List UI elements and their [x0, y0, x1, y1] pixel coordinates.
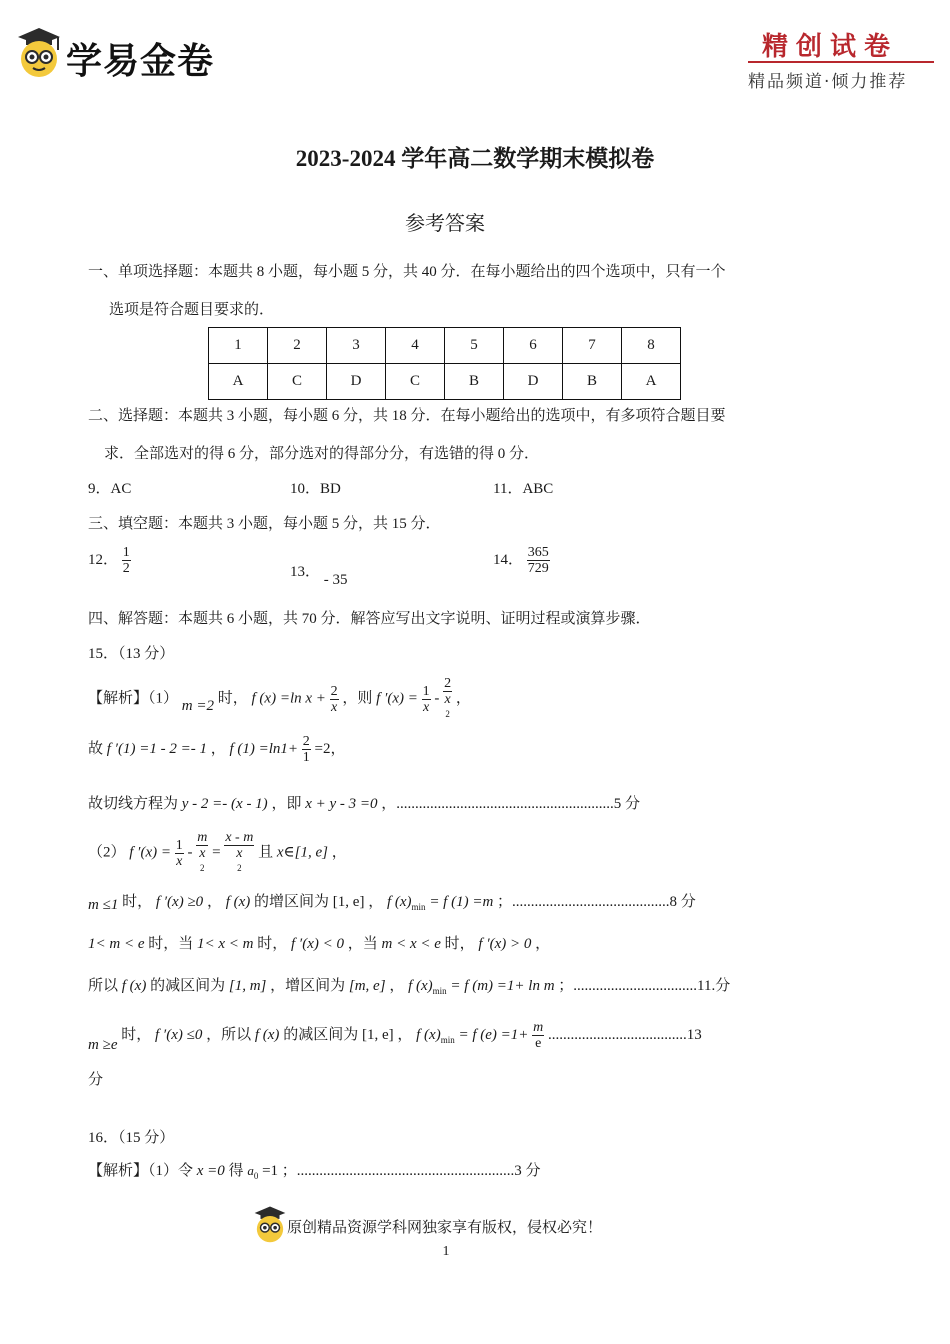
- answer-value: - 35: [323, 572, 348, 588]
- section1-heading-line2: 选项是符合题目要求的．: [109, 302, 275, 318]
- question-number: 14．: [493, 551, 524, 568]
- q16-line1: 【解析】（1）令 x =0 得 $a_0 =1$ ；..........................................................3 分: [88, 1163, 541, 1181]
- question-number: 13．: [290, 564, 321, 580]
- answer-item-12: [88, 545, 131, 576]
- table-cell: D: [504, 364, 563, 400]
- footer-copyright: 原创精品资源学科网独家享有版权，侵权必究！: [287, 1220, 603, 1236]
- table-cell: 4: [386, 328, 445, 364]
- brand-logo-icon: [16, 26, 62, 83]
- owl-graduate-icon: [253, 1205, 287, 1248]
- table-cell: A: [622, 364, 681, 400]
- section4-heading: 四、解答题：本题共 6 小题，共 70 分．解答应写出文字说明、证明过程或演算步骤．: [88, 611, 651, 627]
- header-badge-title: 精创试卷: [762, 32, 899, 61]
- table-cell: D: [327, 364, 386, 400]
- q15-line1: 【解析】（1） m =2 时， f (x) =ln x + $\frac{2}{x}$ ，则 f ′(x) = $\frac{1}{x}$ - 2 x 2 ，: [88, 676, 471, 719]
- table-cell: 6: [504, 328, 563, 364]
- table-cell: 1: [209, 328, 268, 364]
- question-number: 12．: [88, 551, 119, 568]
- table-row: [209, 328, 681, 364]
- header-divider: [748, 61, 934, 63]
- table-cell: 3: [327, 328, 386, 364]
- document-title: 2023-2024 学年高二数学期末模拟卷: [295, 146, 655, 171]
- q15-line9: 分: [88, 1072, 104, 1088]
- brand-name: 学易金卷: [66, 41, 215, 82]
- document-subtitle: 参考答案: [405, 213, 485, 235]
- table-cell: 2: [268, 328, 327, 364]
- table-cell: B: [445, 364, 504, 400]
- section3-heading: 三、填空题：本题共 3 小题，每小题 5 分，共 15 分．: [88, 516, 441, 532]
- table-row: [209, 364, 681, 400]
- q15-line2: 故 f ′(1) =1 - 2 =- 1 ， f (1) =ln1+ $\frac{2}{1}$ =2，: [88, 734, 346, 765]
- q15-line8: m ≥e 时， f ′(x) ≤0 ，所以 f (x) 的减区间为 [1, e] ， f $(x)_{min} = f$ (e) =1+ $\frac{m}{e}$ .....................................13: [88, 1020, 702, 1053]
- answer-item: 11．ABC: [493, 481, 554, 497]
- table-cell: 5: [445, 328, 504, 364]
- answer-item: 10．BD: [290, 481, 341, 497]
- section2-heading-line2: 求．全部选对的得 6 分，部分选对的得部分分，有选错的得 0 分．: [104, 446, 540, 462]
- answer-item-13: [290, 560, 348, 588]
- table-cell: C: [268, 364, 327, 400]
- q15-line5: m ≤1 时， f ′(x) ≥0 ， f (x) 的增区间为 [1, e] ， f $(x)_{min} = f$ (1) =m ；..........................................8 分: [88, 894, 696, 913]
- section1-heading-line1: 一、单项选择题：本题共 8 小题，每小题 5 分，共 40 分．在每小题给出的四个选项中，只有一个: [88, 264, 726, 280]
- answer-item: 9．AC: [88, 481, 132, 497]
- answer-item-14: [493, 545, 550, 576]
- fraction: $\frac{1}{2}$: [122, 545, 130, 576]
- q15-line6: 1< m < e 时，当 1< x < m 时， f ′(x) < 0 ，当 m < x < e 时， f ′(x) > 0 ，: [88, 936, 551, 952]
- header-badge-subtitle: 精品频道·倾力推荐: [748, 72, 908, 92]
- q15-line3: 故切线方程为 y - 2 =- (x - 1) ，即 x + y - 3 =0 ，..........................................................5 分: [88, 796, 641, 812]
- q15-line7: 所以 f (x) 的减区间为 [1, m] ，增区间为 [m, e] ， f $(x)_{min} = f$ (m) =1+ ln m ；.................................11.分: [88, 978, 731, 996]
- table-cell: C: [386, 364, 445, 400]
- table-cell: 8: [622, 328, 681, 364]
- table-cell: 7: [563, 328, 622, 364]
- q15-header: 15．（13 分）: [88, 646, 175, 662]
- page-number: 1: [442, 1244, 450, 1259]
- fraction: $\frac{365}{729}$: [527, 545, 549, 576]
- table-cell: B: [563, 364, 622, 400]
- table-cell: A: [209, 364, 268, 400]
- q15-line4: （2） f ′(x) = $\frac{1}{x}$ - m x 2 = x - m x 2 且 x∈[1, e] ，: [88, 830, 347, 873]
- q16-header: 16．（15 分）: [88, 1130, 175, 1146]
- answer-table: [208, 327, 681, 400]
- section2-heading-line1: 二、选择题：本题共 3 小题，每小题 6 分，共 18 分．在每小题给出的选项中，有多项符合题目要: [88, 408, 726, 424]
